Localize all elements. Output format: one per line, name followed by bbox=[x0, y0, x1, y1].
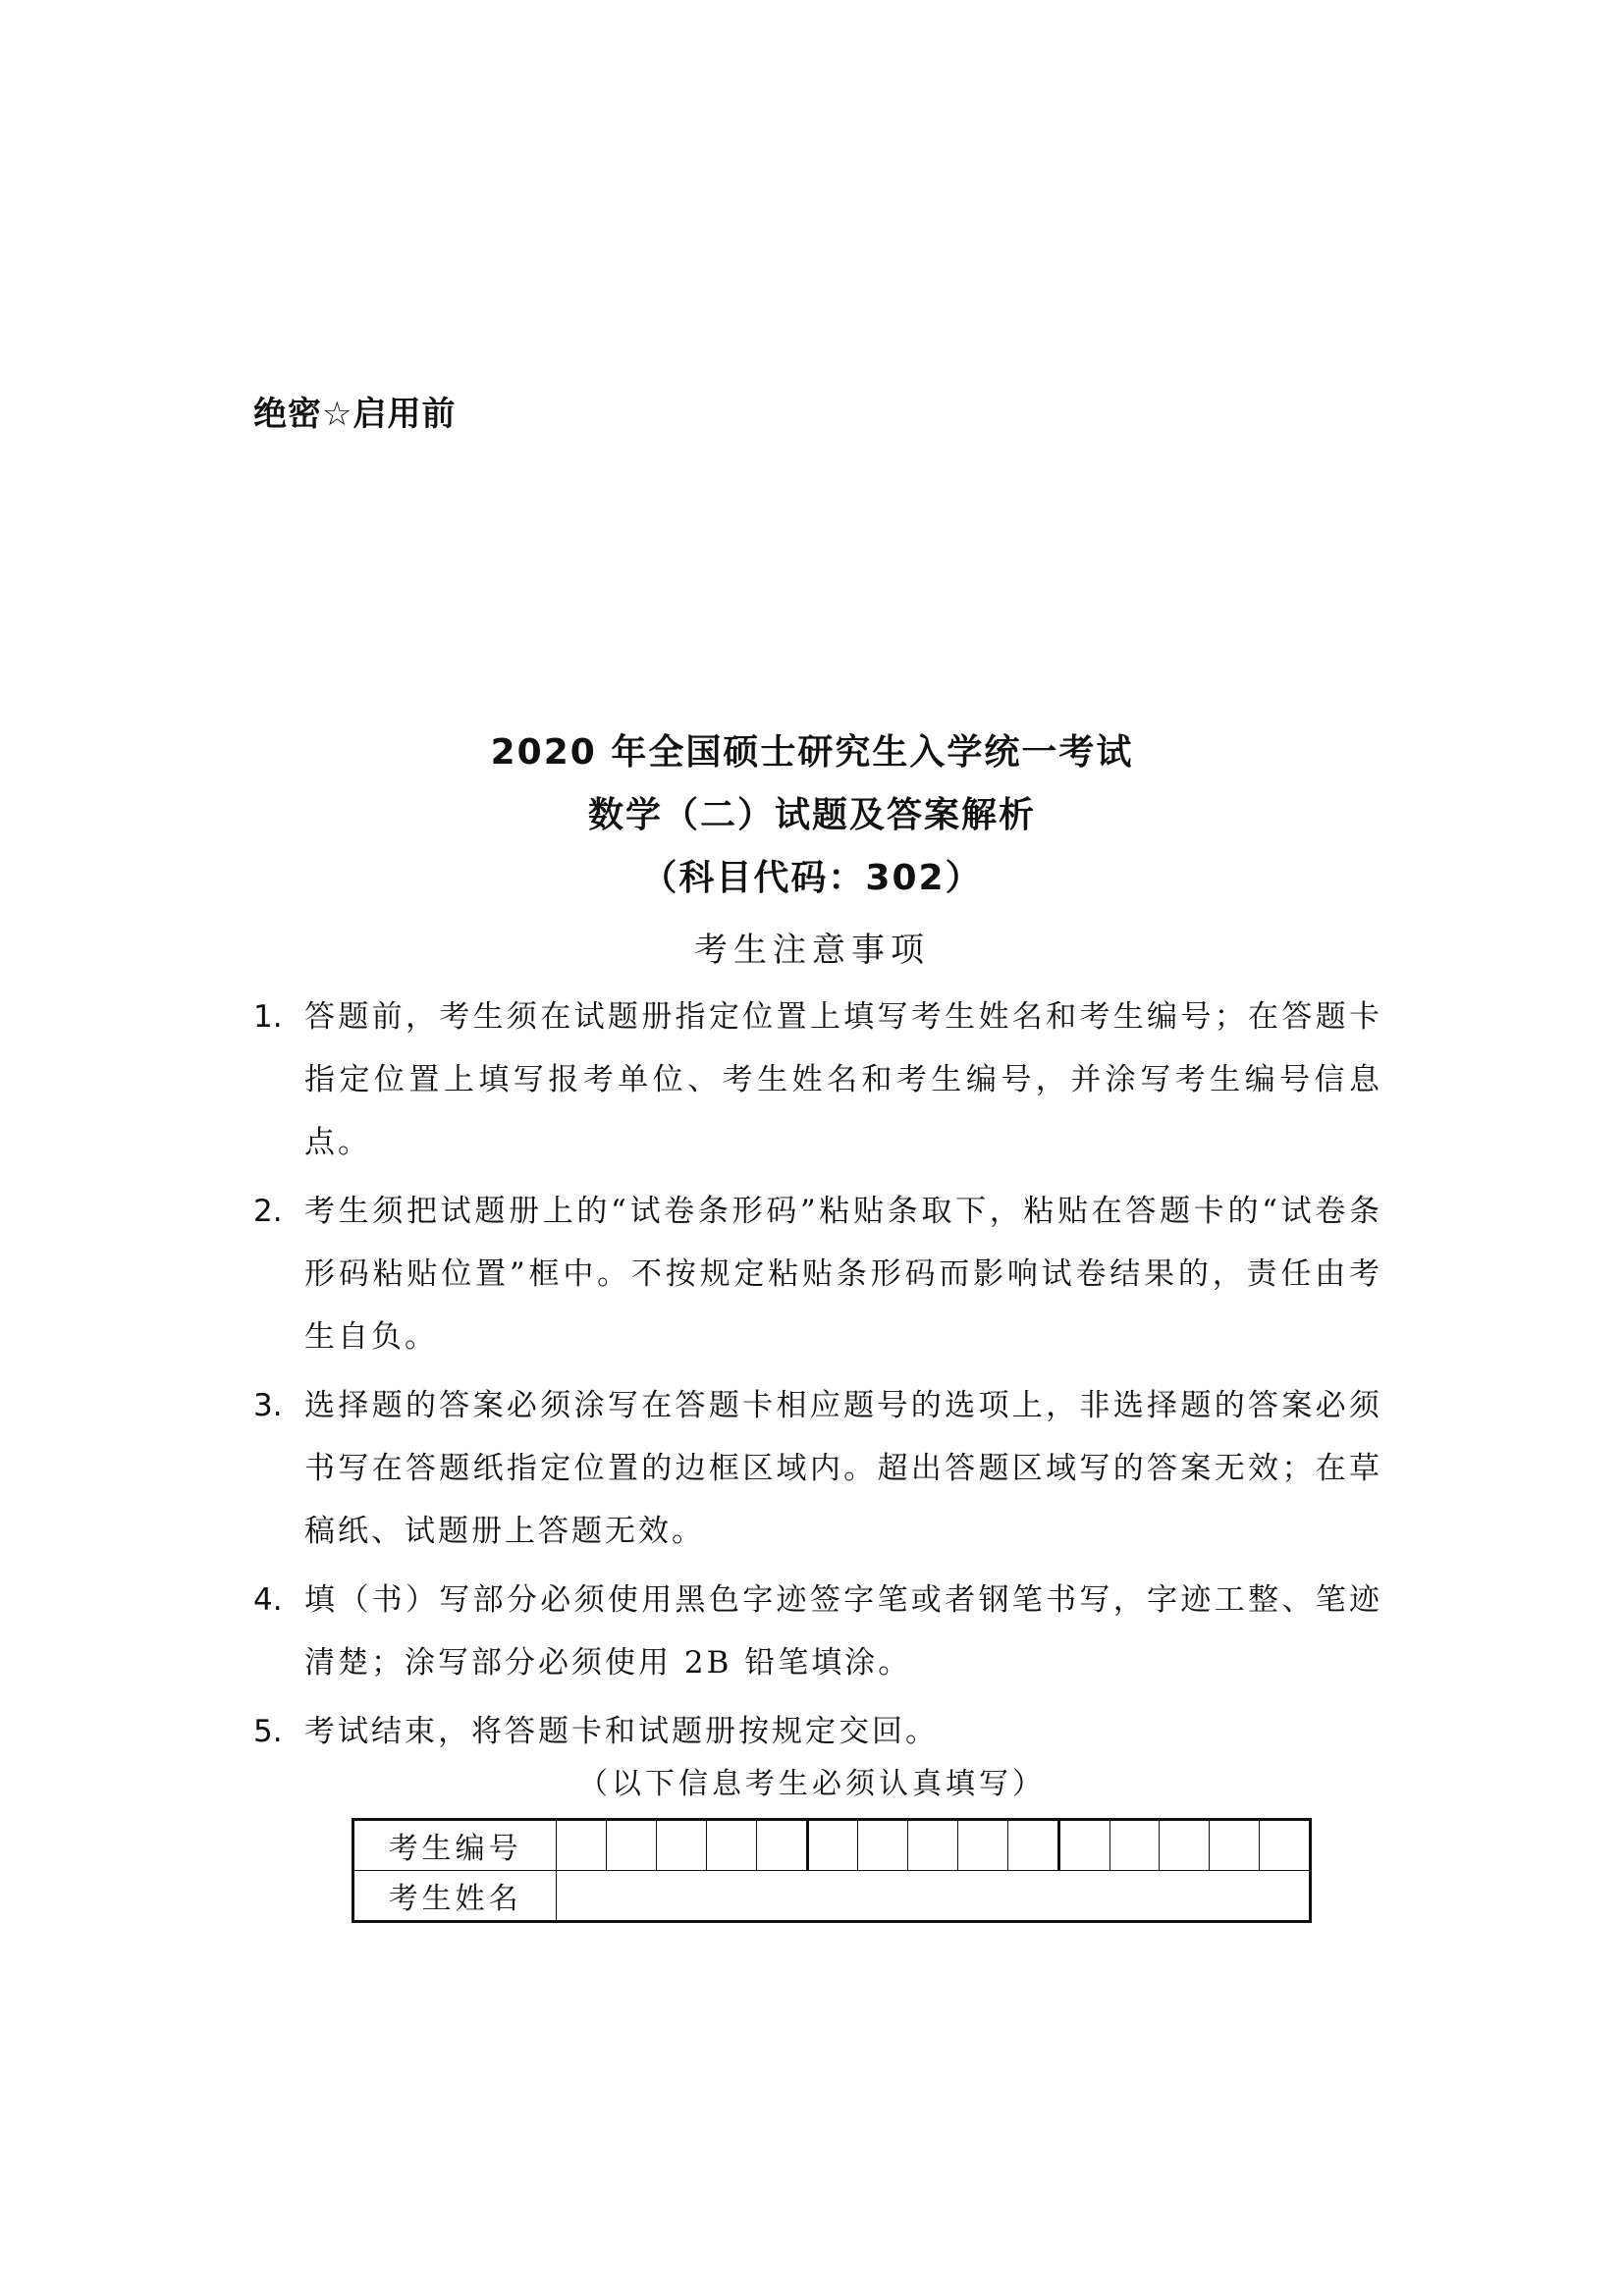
exam-title: 2020 年全国硕士研究生入学统一考试 bbox=[490, 732, 1134, 773]
subject-code: （科目代码：302） bbox=[641, 858, 983, 898]
candidate-id-digit-box[interactable] bbox=[958, 1820, 1008, 1871]
candidate-id-digit-box[interactable] bbox=[607, 1820, 657, 1871]
candidate-id-digit-box[interactable] bbox=[1160, 1820, 1210, 1871]
notice-number: 2. bbox=[253, 1194, 283, 1229]
candidate-id-digit-box[interactable] bbox=[756, 1820, 807, 1871]
notice-text: 填（书）写部分必须使用黑色字迹签字笔或者钢笔书写，字迹工整、笔迹清楚；涂写部分必须使用 2B 铅笔填涂。 bbox=[304, 1582, 1382, 1681]
candidate-id-label: 考生编号 bbox=[353, 1820, 557, 1871]
notice-number: 1. bbox=[253, 999, 283, 1035]
candidate-info-table bbox=[352, 1818, 1312, 1923]
notice-item bbox=[253, 1569, 1382, 1694]
classification-label: 绝密☆启用前 bbox=[253, 395, 457, 434]
candidate-id-digit-box[interactable] bbox=[1007, 1820, 1058, 1871]
notice-item bbox=[253, 1180, 1382, 1368]
notice-heading: 考生注意事项 bbox=[694, 931, 930, 970]
notice-text: 考试结束，将答题卡和试题册按规定交回。 bbox=[304, 1714, 939, 1749]
info-caption: （以下信息考生必须认真填写） bbox=[578, 1767, 1046, 1801]
candidate-id-row bbox=[353, 1820, 1311, 1871]
candidate-id-digit-box[interactable] bbox=[858, 1820, 908, 1871]
candidate-id-digit-box[interactable] bbox=[706, 1820, 756, 1871]
candidate-id-digit-box[interactable] bbox=[1260, 1820, 1311, 1871]
notice-item bbox=[253, 1700, 1382, 1763]
notice-text: 选择题的答案必须涂写在答题卡相应题号的选项上，非选择题的答案必须书写在答题纸指定位置的边框区域内。超出答题区域写的答案无效；在草稿纸、试题册上答题无效。 bbox=[304, 1388, 1382, 1549]
candidate-name-row bbox=[353, 1871, 1311, 1922]
candidate-name-field[interactable] bbox=[557, 1871, 1311, 1922]
candidate-id-digit-box[interactable] bbox=[557, 1820, 607, 1871]
candidate-id-digit-box[interactable] bbox=[1058, 1820, 1110, 1871]
candidate-id-digit-box[interactable] bbox=[1210, 1820, 1260, 1871]
candidate-id-digit-box[interactable] bbox=[1110, 1820, 1160, 1871]
notice-item bbox=[253, 986, 1382, 1174]
notice-number: 4. bbox=[253, 1582, 283, 1618]
candidate-id-digit-box[interactable] bbox=[657, 1820, 707, 1871]
candidate-id-digit-box[interactable] bbox=[908, 1820, 958, 1871]
notice-text: 答题前，考生须在试题册指定位置上填写考生姓名和考生编号；在答题卡指定位置上填写报考单位、考生姓名和考生编号，并涂写考生编号信息点。 bbox=[304, 999, 1382, 1160]
candidate-name-label: 考生姓名 bbox=[353, 1871, 557, 1922]
candidate-id-digit-box[interactable] bbox=[807, 1820, 858, 1871]
notice-item bbox=[253, 1374, 1382, 1563]
notice-text: 考生须把试题册上的“试卷条形码”粘贴条取下，粘贴在答题卡的“试卷条形码粘贴位置”框中。不按规定粘贴条形码而影响试卷结果的，责任由考生自负。 bbox=[304, 1194, 1382, 1355]
notice-list bbox=[253, 986, 1382, 1769]
exam-subtitle: 数学（二）试题及答案解析 bbox=[587, 795, 1036, 835]
notice-number: 3. bbox=[253, 1388, 283, 1423]
notice-number: 5. bbox=[253, 1714, 283, 1749]
